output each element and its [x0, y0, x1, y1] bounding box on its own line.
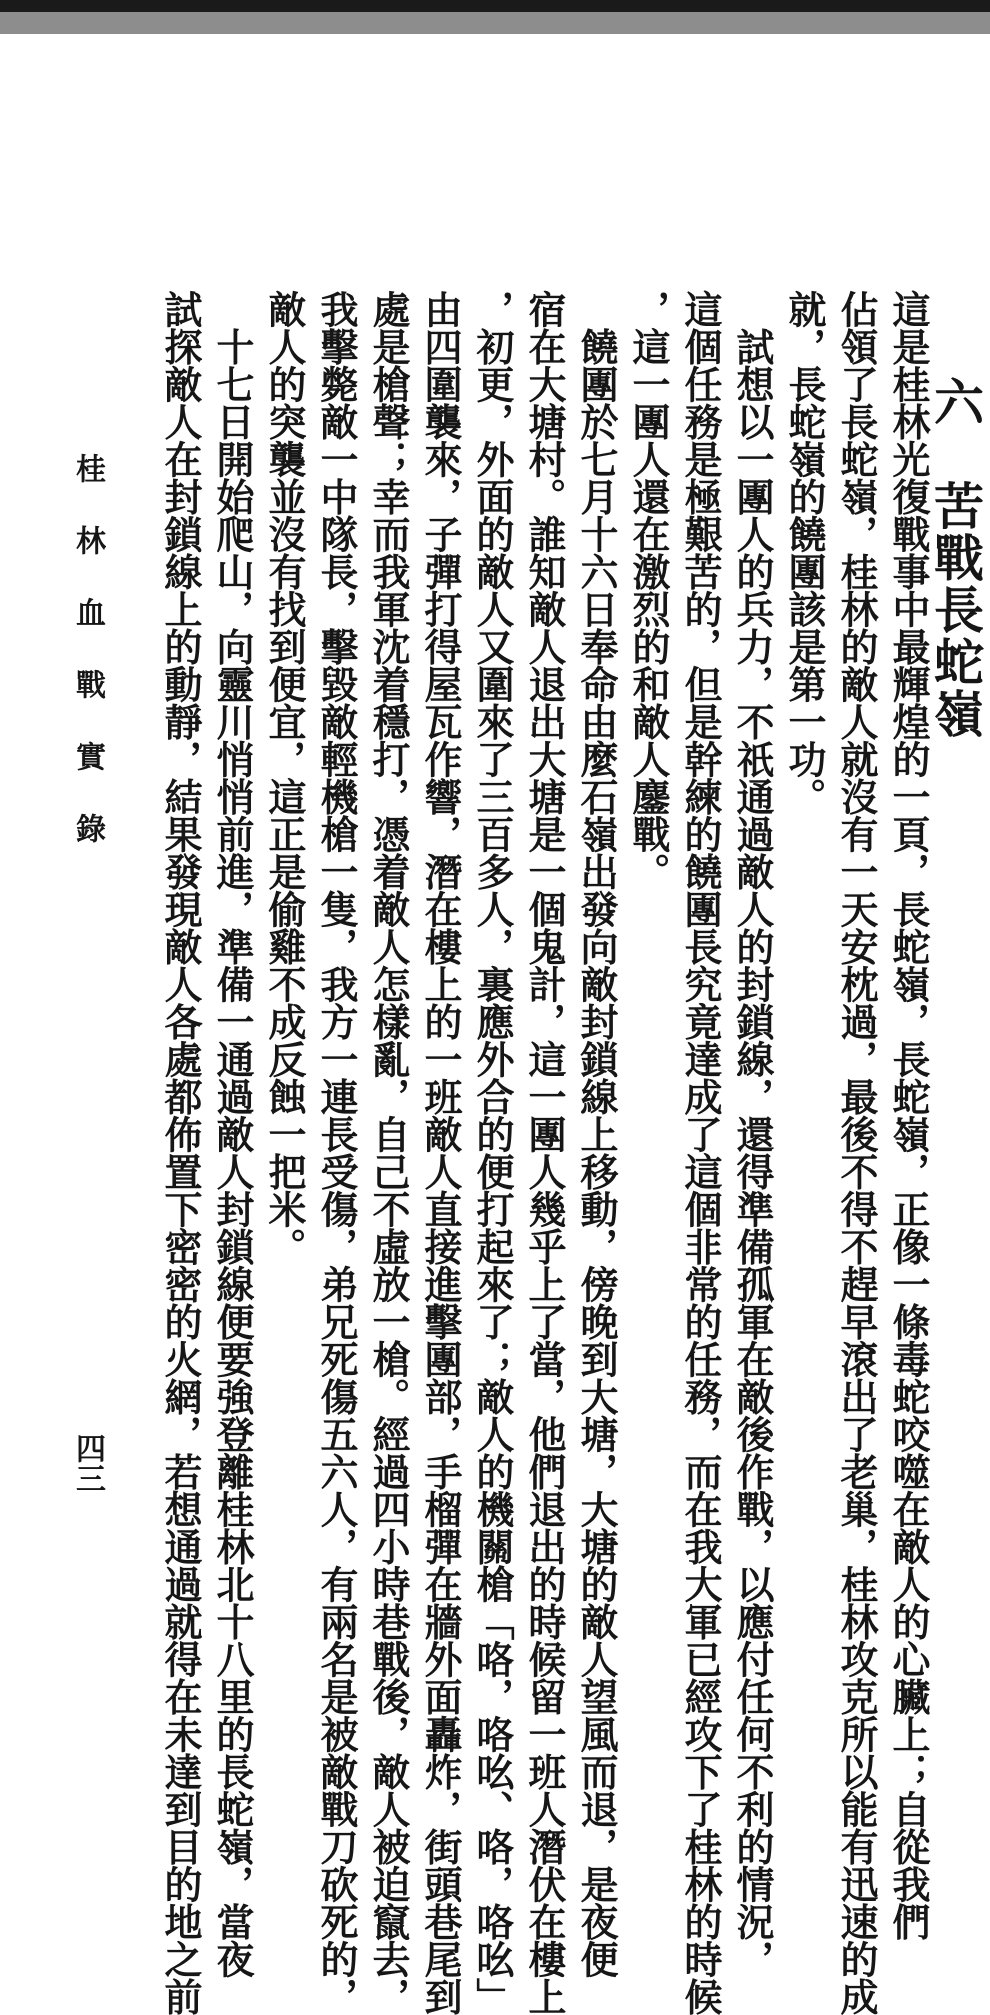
text-column: 十七日開始爬山，向靈川悄悄前進，準備一通過敵人封鎖線便要強登離桂林北十八里的長蛇嶺，當夜	[210, 290, 255, 1978]
scan-gray-band	[0, 12, 990, 34]
chapter-heading: 六 苦戰長蛇嶺	[926, 376, 985, 740]
scan-top-border	[0, 0, 990, 12]
text-column: ，初更，外面的敵人又圍來了三百多人，裏應外合的便打起來了；敵人的機關槍「咯，咯吆、咯，咯吆」	[470, 290, 515, 2015]
book-title-footer: 桂林血戰實錄	[70, 453, 105, 885]
text-column: 試想以一團人的兵力，不祇通過敵人的封鎖線，還得準備孤軍在敵後作戰，以應付任何不利的情況，	[730, 290, 775, 1978]
text-column: 我擊斃敵一中隊長，擊毀敵輕機槍一隻，我方一連長受傷，弟兄死傷五六人，有兩名是被敵戰刀砍死的，	[314, 290, 359, 2015]
text-column: 由四圍襲來，子彈打得屋瓦作響，潛在樓上的一班敵人直接進擊團部，手榴彈在牆外面轟炸，街頭巷尾到	[418, 290, 463, 2015]
text-column: ，這一團人還在激烈的和敵人鏖戰。	[626, 290, 671, 890]
text-column: 這個任務是極艱苦的，但是幹練的饒團長究竟達成了這個非常的任務，而在我大軍已經攻下了桂林的時候	[678, 290, 723, 2015]
text-column: 處是槍聲；幸而我軍沈着穩打，憑着敵人怎樣亂，自己不虛放一槍。經過四小時巷戰後，敵人被迫竄去，	[366, 290, 411, 2015]
text-column: 就，長蛇嶺的饒團該是第一功。	[782, 290, 827, 815]
text-column: 這是桂林光復戰事中最輝煌的一頁，長蛇嶺，長蛇嶺，正像一條毒蛇咬噬在敵人的心臟上；自從我們	[886, 290, 931, 1940]
text-column: 敵人的突襲並沒有找到便宜，這正是偷雞不成反蝕一把米。	[262, 290, 307, 1265]
text-column: 佔領了長蛇嶺，桂林的敵人就沒有一天安枕過，最後不得不趕早滾出了老巢，桂林攻克所以能有迅速的成	[834, 290, 879, 2015]
text-column: 饒團於七月十六日奉命由麼石嶺出發向敵封鎖線上移動，傍晚到大塘，大塘的敵人望風而退，是夜便	[574, 290, 619, 1978]
text-column: 宿在大塘村。誰知敵人退出大塘是一個鬼計，這一團人幾乎上了當，他們退出的時候留一班人潛伏在樓上	[522, 290, 567, 2015]
page-number: 四三	[70, 1433, 105, 1493]
text-column: 試探敵人在封鎖線上的動靜，結果發現敵人各處都佈置下密密的火網，若想通過就得在未達到目的地之前	[158, 290, 203, 2015]
